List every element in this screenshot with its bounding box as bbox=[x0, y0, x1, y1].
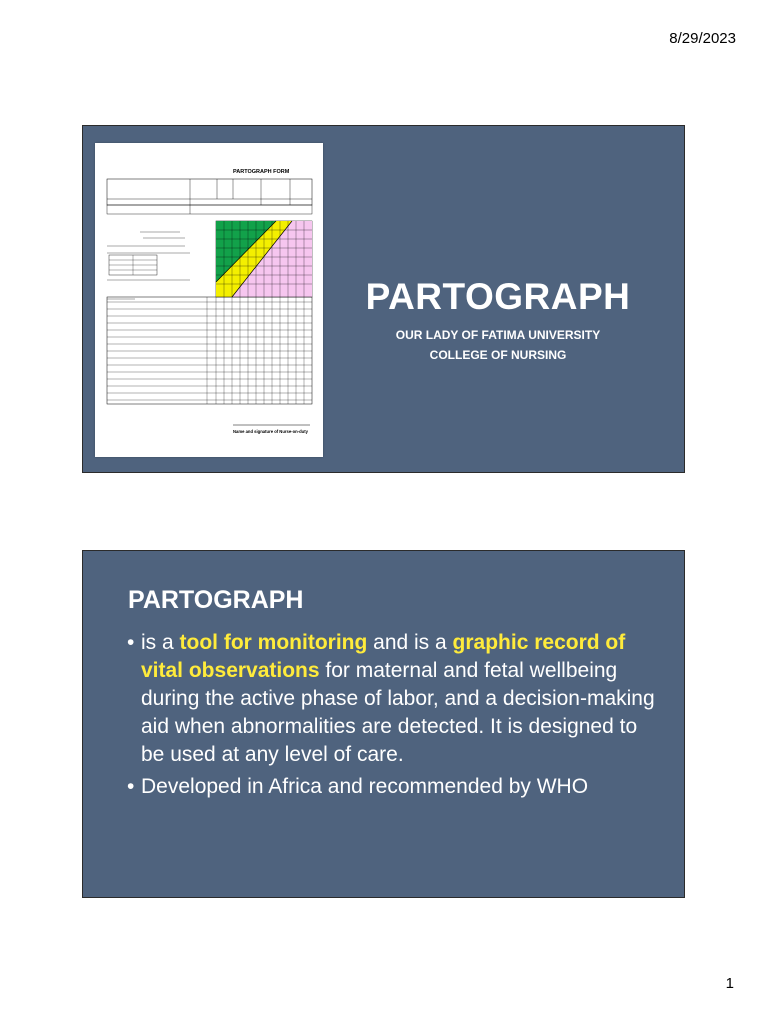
bullet-1-text-c: for maternal and fetal wellbeing during the active phase of labor, and a decision-making aid when abnormalities are detected. It is designed to be used at any level of care. bbox=[141, 659, 655, 766]
date-label: 8/29/2023 bbox=[669, 30, 736, 47]
bullet-2 bbox=[127, 773, 657, 801]
slide-1-subtitle-college: COLLEGE OF NURSING bbox=[429, 348, 567, 362]
partograph-form-image bbox=[95, 143, 323, 457]
bullet-marker: • bbox=[127, 775, 135, 798]
page-number: 1 bbox=[725, 975, 734, 992]
slide-1-title: PARTOGRAPH bbox=[365, 276, 631, 317]
bullet-1 bbox=[127, 629, 657, 769]
slide-2-heading: PARTOGRAPH bbox=[128, 586, 304, 614]
highlight-tool-for-monitoring: tool for monitoring bbox=[179, 631, 368, 654]
slide-1 bbox=[82, 125, 685, 473]
highlight-graphic-record: graphic record of vital observations bbox=[141, 631, 626, 682]
slide-2-body bbox=[127, 629, 657, 801]
form-heading: PARTOGRAPH FORM bbox=[233, 169, 290, 175]
bullet-2-text: Developed in Africa and recommended by WHO bbox=[141, 775, 589, 798]
bullet-marker: • bbox=[127, 631, 135, 654]
slide-2 bbox=[82, 550, 685, 898]
form-signature-label: Name and signature of Nurse-on-duty bbox=[233, 429, 308, 434]
bullet-1-text-a: is a bbox=[141, 631, 180, 654]
bullet-1-text-b: and is a bbox=[367, 631, 453, 654]
slide-1-subtitle-university: OUR LADY OF FATIMA UNIVERSITY bbox=[395, 328, 601, 342]
